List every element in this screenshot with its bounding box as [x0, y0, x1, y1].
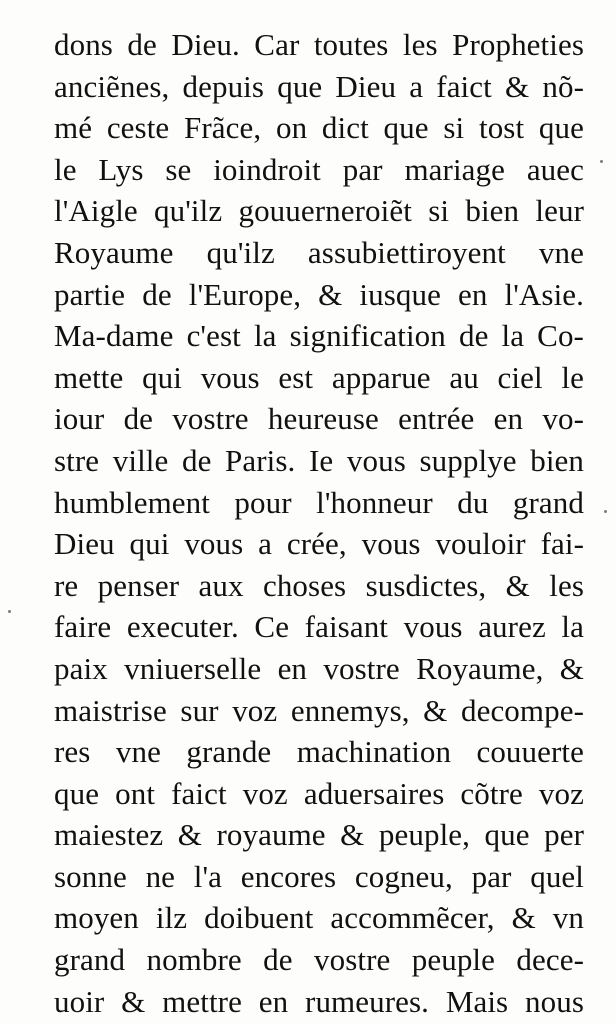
ink-speck — [8, 610, 11, 613]
text-line: maistrise sur voz ennemys, & decompe- — [54, 692, 584, 728]
text-line: moyen ilz doibuent accommẽcer, & vn — [54, 900, 584, 936]
text-line: Royaume qu'ilz assubiettiroyent vne — [54, 234, 584, 270]
text-line: que ont faict voz aduersaires cõtre voz — [54, 775, 584, 811]
text-line: anciẽnes, depuis que Dieu a faict & nõ- — [54, 68, 584, 104]
text-line: re penser aux choses susdictes, & les — [54, 567, 584, 603]
text-line: res vne grande machination couuerte — [54, 734, 584, 770]
text-line: paix vniuerselle en vostre Royaume, & — [54, 650, 584, 686]
text-line: partie de l'Europe, & iusque en l'Asie. — [54, 276, 584, 312]
text-line: dons de Dieu. Car toutes les Propheties — [54, 27, 584, 62]
text-line: le Lys se ioindroit par mariage auec — [54, 151, 584, 187]
text-line: Ma-dame c'est la signification de la Co- — [54, 318, 584, 354]
text-line: stre ville de Paris. Ie vous supplye bien — [54, 442, 584, 478]
text-line: Dieu qui vous a crée, vous vouloir fai- — [54, 526, 584, 562]
text-line: l'Aigle qu'ilz gouuerneroiẽt si bien leur — [54, 193, 584, 229]
text-line: maiestez & royaume & peuple, que per — [54, 817, 584, 853]
text-line: faire executer. Ce faisant vous aurez la — [54, 609, 584, 645]
text-line: uoir & mettre en rumeures. Mais nous — [54, 983, 584, 1019]
ink-speck — [600, 160, 603, 163]
ink-speck — [604, 510, 607, 513]
text-line: sonne ne l'a encores cogneu, par quel — [54, 858, 584, 894]
text-line: humblement pour l'honneur du grand — [54, 484, 584, 520]
text-line: mette qui vous est apparue au ciel le — [54, 359, 584, 395]
text-line: mé ceste Frãce, on dict que si tost que — [54, 110, 584, 146]
text-line: grand nombre de vostre peuple dece- — [54, 942, 584, 978]
text-line: iour de vostre heureuse entrée en vo- — [54, 401, 584, 437]
page-text — [54, 24, 584, 1022]
